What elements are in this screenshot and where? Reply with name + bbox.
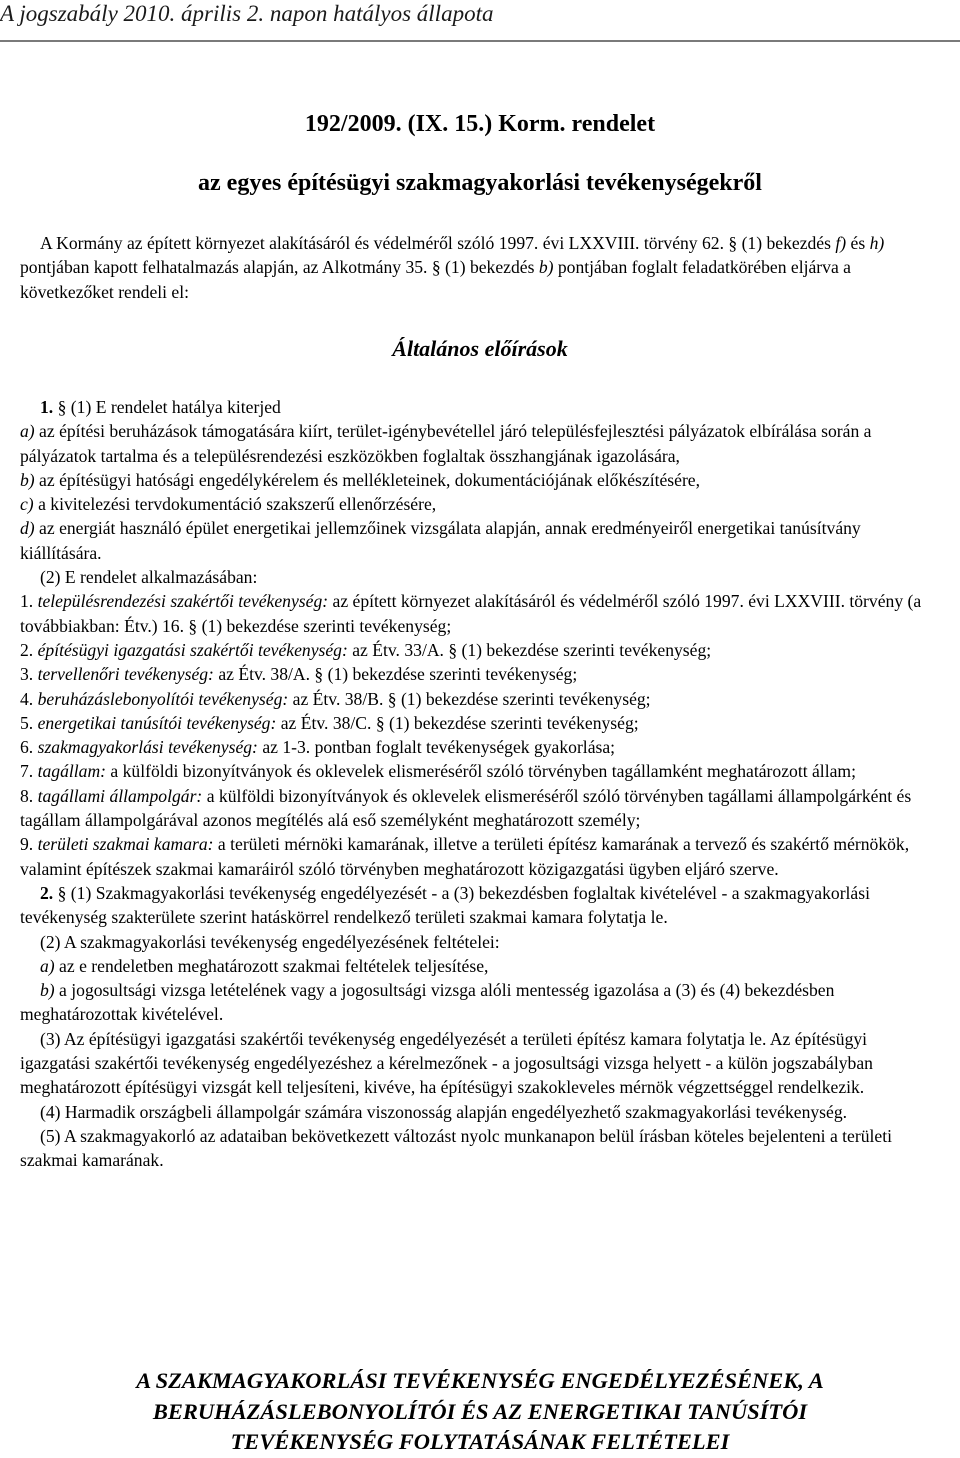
- s2-p4: (4) Harmadik országbeli állampolgár számára viszonosság alapján engedélyezhető szakmagyakorlási tevékenység.: [40, 1101, 848, 1122]
- definition-7: 7. tagállam: a külföldi bizonyítványok és oklevelek elismeréséről szóló törvényben tagállamként meghatározott állam;: [20, 761, 856, 782]
- definition-6: 6. szakmagyakorlási tevékenység: az 1-3. pontban foglalt tevékenységek gyakorlása;: [20, 737, 616, 758]
- s1-intro: 1. § (1) E rendelet hatálya kiterjed: [40, 397, 281, 417]
- s1-c: c) a kivitelezési tervdokumentáció szakszerű ellenőrzésére,: [20, 494, 437, 515]
- s1-p2: (2) E rendelet alkalmazásában:: [40, 567, 258, 588]
- document-subtitle: az egyes építésügyi szakmagyakorlási tevékenységekről: [198, 170, 762, 196]
- definition-3: 3. tervellenőri tevékenység: az Étv. 38/A. § (1) bekezdése szerinti tevékenység;: [20, 664, 578, 685]
- s1-d: d) az energiát használó épület energetikai jellemzőinek vizsgálata alapján, annak eredményeiről energetikai tanúsítvány kiállítására.: [20, 518, 861, 563]
- s2-p2: (2) A szakmagyakorlási tevékenység engedélyezésének feltételei:: [40, 931, 500, 952]
- definition-5: 5. energetikai tanúsítói tevékenység: az Étv. 38/C. § (1) bekezdése szerinti tevékenység;: [20, 712, 639, 733]
- header-banner: [0, 0, 960, 42]
- chapter-heading-line: A SZAKMAGYAKORLÁSI TEVÉKENYSÉG ENGEDÉLYEZÉSÉNEK, A: [136, 1368, 824, 1393]
- banner-divider: [0, 40, 960, 42]
- s2-p1: 2. § (1) Szakmagyakorlási tevékenység engedélyezését - a (3) bekezdésben foglaltak kivételével - a szakmagyakorlási tevékenység szakterülete szerint hatáskörrel rendelkező területi szakmai kamara folytatja le.: [20, 882, 870, 928]
- definition-9: 9. területi szakmai kamara: a területi mérnöki kamarának, illetve a területi építész kamarának a tervező és szakértő mérnökök, valamint építészek szakmai kamaráiról szóló törvényben meghatározott közigazgatási ügyben eljáró szerve.: [20, 834, 910, 879]
- chapter-heading-line: TEVÉKENYSÉG FOLYTATÁSÁNAK FELTÉTELEI: [230, 1429, 730, 1454]
- definition-8: 8. tagállami állampolgár: a külföldi bizonyítványok és oklevelek elismeréséről szóló törvényben tagállami állampolgárként és tagállam állampolgárával azonos megítélés alá eső személyként meghatározott személy;: [20, 785, 912, 831]
- s1-a: a) az építési beruházások támogatására kiírt, terület-igénybevétellel járó településfejlesztési pályázatok elbírálása során a pályázatok tartalma és a településrendezési eszközökben foglaltak összhangjának igazolására,: [20, 421, 872, 466]
- s2-a: a) az e rendeletben meghatározott szakmai feltételek teljesítése,: [40, 955, 489, 976]
- document-title: 192/2009. (IX. 15.) Korm. rendelet: [304, 111, 656, 137]
- s1-b: b) az építésügyi hatósági engedélykérelem és mellékleteinek, dokumentációjának előkészítésére,: [20, 469, 701, 490]
- banner-text: A jogszabály 2010. április 2. napon hatályos állapota: [0, 1, 494, 26]
- chapter-heading-line: BERUHÁZÁSLEBONYOLÍTÓI ÉS AZ ENERGETIKAI TANÚSÍTÓI: [152, 1398, 808, 1424]
- s2-p5: (5) A szakmagyakorló az adataiban bekövetkezett változást nyolc munkanapon belül írásban köteles bejelenteni a területi szakmai kamarának.: [20, 1125, 892, 1171]
- preamble-paragraph: A Kormány az épített környezet alakításáról és védelméről szóló 1997. évi LXXVIII. törvény 62. § (1) bekezdés f) és h) pontjában kapott felhatalmazás alapján, az Alkotmány 35. § (1) bekezdés b) pontjában foglalt feladatkörében eljárva a következőket rendeli el:: [20, 233, 885, 302]
- definition-1: 1. településrendezési szakértői tevékenység: az épített környezet alakításáról és védelméről szóló 1997. évi LXXVIII. törvény (a továbbiakban: Étv.) 16. § (1) bekezdése szerinti tevékenység;: [20, 591, 922, 636]
- section-heading-general: Általános előírások: [392, 336, 568, 361]
- preamble: [20, 231, 940, 304]
- main-text: [20, 395, 940, 1173]
- definition-4: 4. beruházáslebonyolítói tevékenység: az Étv. 38/B. § (1) bekezdése szerinti tevékenység;: [20, 688, 651, 709]
- s2-p3: (3) Az építésügyi igazgatási szakértői tevékenység engedélyezését a területi építész kamara folytatja le. Az építésügyi igazgatási szakértői tevékenység engedélyezéshez a kérelmezőnek - a jogosultsági vizsga helyett - a külön jogszabályban meghatározott építésügyi vizsgát kell teljesíteni, kivéve, ha építésügyi szakokleveles mérnök végzettséggel rendelkezik.: [20, 1028, 873, 1098]
- s2-b: b) a jogosultsági vizsga letételének vagy a jogosultsági vizsga alóli mentesség igazolása a (3) és (4) bekezdésben meghatározottak kivételével.: [20, 980, 835, 1025]
- definition-2: 2. építésügyi igazgatási szakértői tevékenység: az Étv. 33/A. § (1) bekezdése szerinti tevékenység;: [20, 639, 712, 660]
- chapter-heading: [60, 1366, 900, 1458]
